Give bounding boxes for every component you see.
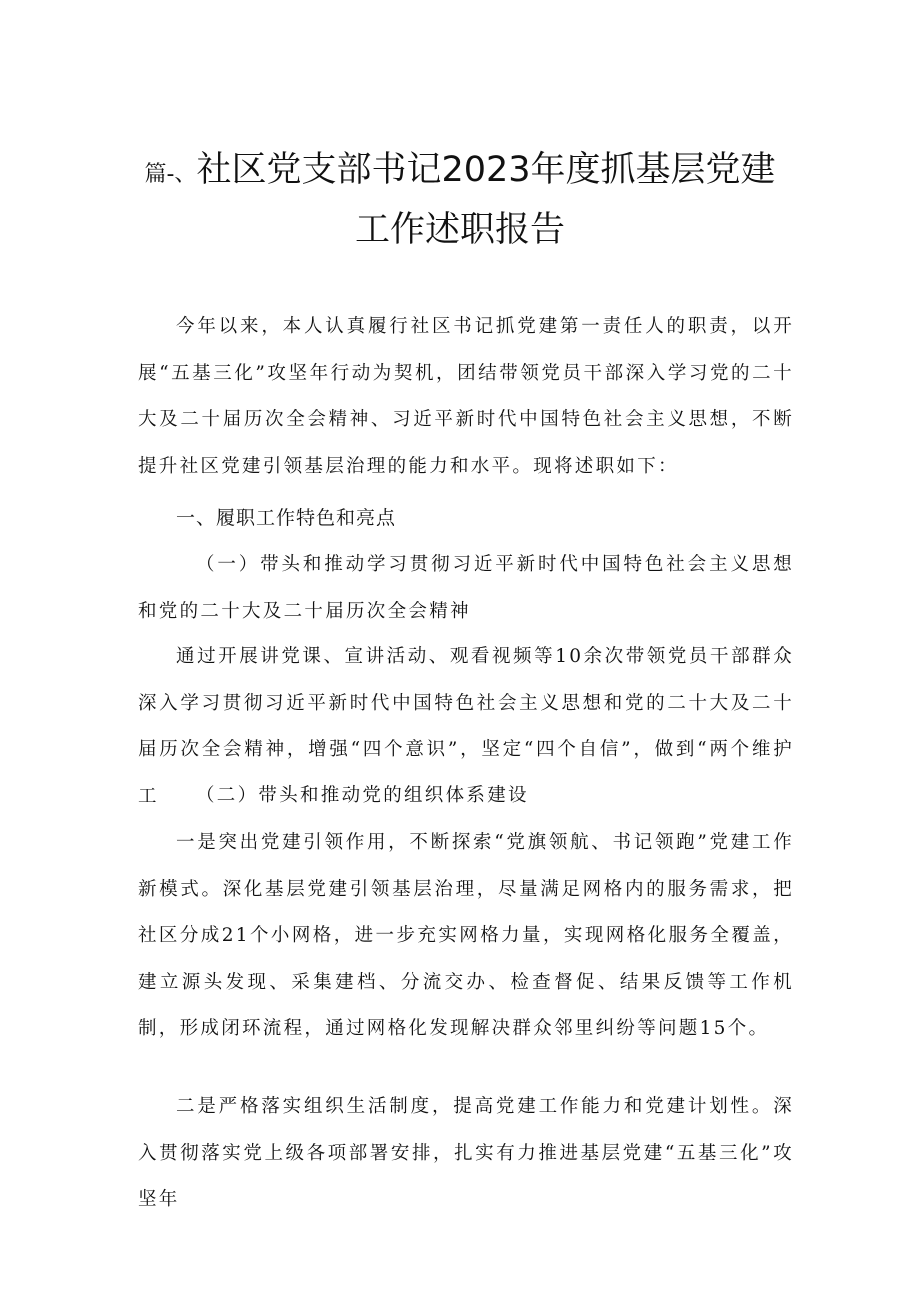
subsection-1-body: 通过开展讲党课、宣讲活动、观看视频等10余次带领党员干部群众深入学习贯彻习近平新时代中国特色社会主义思想和党的二十大及二十届历次全会精神，增强“四个意识”，坚定“四个自信”，做到“两个维护工 [138, 646, 794, 807]
title-prefix: 篇-、 [144, 162, 197, 187]
subsection-heading-2: （二）带头和推动党的组织体系建设 [196, 785, 529, 806]
subsection-2-body-2: 二是严格落实组织生活制度，提高党建工作能力和党建计划性。深入贯彻落实党上级各项部署安排，扎实有力推进基层党建“五基三化”攻坚年 [138, 1096, 794, 1210]
section-heading-1: 一、履职工作特色和亮点 [176, 507, 397, 529]
document-title-line-2: 工作述职报告 [354, 210, 565, 250]
title-main: 社区党支部书记2023年度抓基层党建 [196, 150, 776, 190]
document-title-line-1 [0, 148, 920, 197]
subsection-2-body-1: 一是突出党建引领作用，不断探索“党旗领航、书记领跑”党建工作新模式。深化基层党建引领基层治理，尽量满足网格内的服务需求，把社区分成21个小网格，进一步充实网格力量，实现网格化服务全覆盖，建立源头发现、采集建档、分流交办、检查督促、结果反馈等工作机制，形成闭环流程，通过网格化发现解决群众邻里纠纷等问题15个。 [138, 832, 794, 1039]
subsection-heading-1: （一）带头和推动学习贯彻习近平新时代中国特色社会主义思想和党的二十大及二十届历次全会精神 [138, 554, 794, 622]
intro-paragraph: 今年以来，本人认真履行社区书记抓党建第一责任人的职责，以开展“五基三化”攻坚年行动为契机，团结带领党员干部深入学习党的二十大及二十届历次全会精神、习近平新时代中国特色社会主义思想，不断提升社区党建引领基层治理的能力和水平。现将述职如下： [138, 316, 794, 477]
